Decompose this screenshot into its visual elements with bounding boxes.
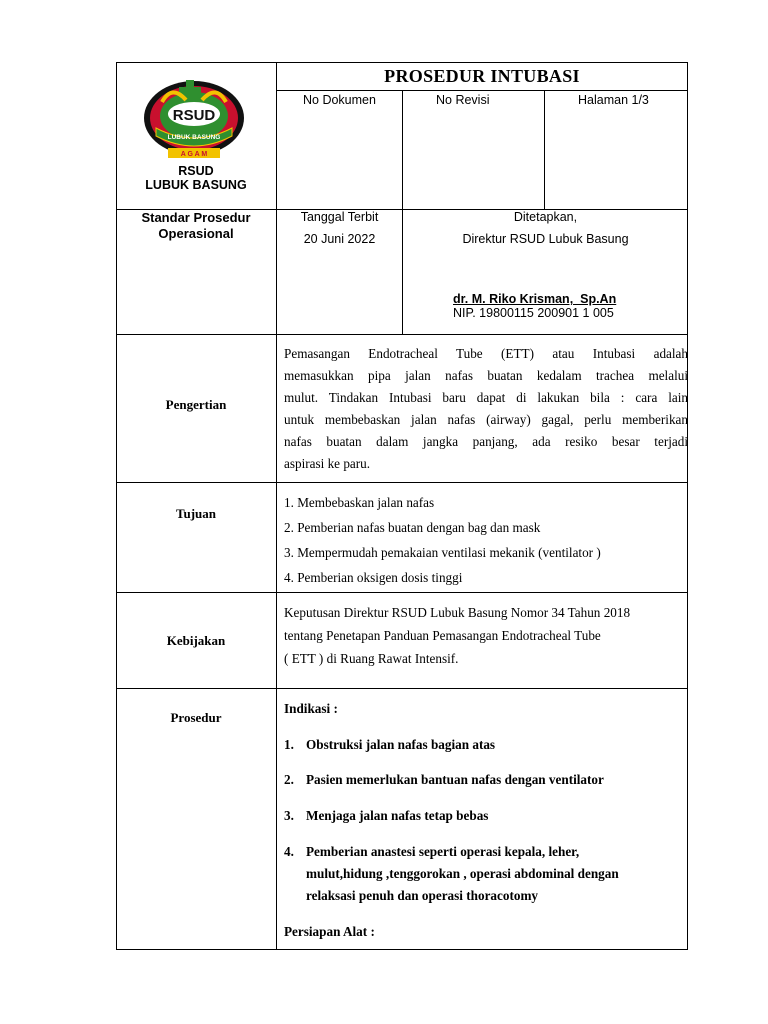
tujuan-item: 3. Mempermudah pemakaian ventilasi mekanik (ventilator ) [284, 545, 601, 560]
indikasi-text: Pasien memerlukan bantuan nafas dengan ventilator [306, 772, 604, 787]
border-right [687, 62, 688, 950]
indikasi-number: 2. [284, 772, 294, 787]
tanggal-terbit-value: 20 Juni 2022 [303, 232, 376, 246]
hospital-logo [142, 76, 246, 162]
row-line-4 [116, 592, 688, 593]
title-underline [276, 90, 688, 91]
kebijakan-line: tentang Penetapan Panduan Pemasangan Endotracheal Tube [284, 628, 601, 643]
indikasi-text: Menjaga jalan nafas tetap bebas [306, 808, 489, 823]
pengertian-text [284, 343, 688, 475]
kebijakan-label: Kebijakan [166, 633, 226, 648]
border-top [116, 62, 688, 63]
row-line-5 [116, 688, 688, 689]
pengertian-line: memasukkan pipa jalan nafas buatan kedalam trachea melalui [284, 368, 688, 383]
no-revisi-label: No Revisi [436, 93, 490, 107]
tujuan-item: 1. Membebaskan jalan nafas [284, 495, 435, 510]
header-divider-2 [544, 90, 545, 209]
sop-document [116, 62, 688, 950]
tanggal-terbit-label: Tanggal Terbit [300, 210, 379, 224]
direktur-text: Direktur RSUD Lubuk Basung [462, 232, 629, 246]
tujuan-label: Tujuan [176, 506, 216, 521]
document-title: PROSEDUR INTUBASI [384, 66, 580, 86]
indikasi-item [284, 772, 604, 788]
pengertian-line: nafas buatan dalam jangka panjang, ada resiko besar terjadi [284, 434, 688, 449]
halaman-label: Halaman 1/3 [578, 93, 649, 107]
indikasi-heading: Indikasi : [284, 701, 338, 716]
indikasi-item-continued: mulut,hidung ,tenggorokan , operasi abdominal dengan [306, 866, 619, 881]
signer-nip: NIP. 19800115 200901 1 005 [453, 306, 614, 320]
ditetapkan-text: Ditetapkan, [513, 210, 578, 224]
column-divider [276, 62, 277, 950]
signer-name: dr. M. Riko Krisman, Sp.An [453, 292, 617, 306]
logo-caption-lubuk-basung: LUBUK BASUNG [145, 178, 247, 192]
border-bottom [116, 949, 688, 950]
logo-ribbon-text: LUBUK BASUNG [167, 134, 221, 141]
tujuan-item: 2. Pemberian nafas buatan dengan bag dan mask [284, 520, 541, 535]
indikasi-number: 1. [284, 737, 294, 752]
pengertian-line: untuk membebaskan jalan nafas (airway) gagal, perlu memberikan [284, 412, 688, 427]
pengertian-line: aspirasi ke paru. [284, 456, 371, 471]
row-line-3 [116, 482, 688, 483]
logo-caption-rsud: RSUD [178, 164, 214, 178]
indikasi-item [284, 737, 495, 753]
logo-bottom-text: A G A M [180, 151, 208, 158]
sop-label-line2: Operasional [158, 226, 234, 241]
persiapan-alat-heading: Persiapan Alat : [284, 924, 375, 939]
indikasi-text: Pemberian anastesi seperti operasi kepala, leher, [306, 844, 580, 859]
sop-label-line1: Standar Prosedur [141, 210, 251, 225]
indikasi-number: 3. [284, 808, 294, 823]
no-dokumen-label: No Dokumen [303, 93, 376, 107]
indikasi-number: 4. [284, 844, 294, 859]
indikasi-item-continued: relaksasi penuh dan operasi thoracotomy [306, 888, 539, 903]
kebijakan-line: ( ETT ) di Ruang Rawat Intensif. [284, 651, 459, 666]
logo-badge-text: RSUD [172, 107, 216, 124]
tujuan-item: 4. Pemberian oksigen dosis tinggi [284, 570, 463, 585]
indikasi-item [284, 844, 579, 860]
rsud-emblem-icon [142, 76, 246, 162]
pengertian-line: mulut. Tindakan Intubasi baru dapat di lakukan bila : cara lain [284, 390, 688, 405]
indikasi-text: Obstruksi jalan nafas bagian atas [306, 737, 496, 752]
indikasi-item [284, 808, 488, 824]
pengertian-label: Pengertian [165, 397, 227, 412]
kebijakan-line: Keputusan Direktur RSUD Lubuk Basung Nomor 34 Tahun 2018 [284, 605, 631, 620]
prosedur-label: Prosedur [170, 710, 222, 725]
pengertian-line: Pemasangan Endotracheal Tube (ETT) atau Intubasi adalah [284, 346, 688, 361]
row-line-2 [116, 334, 688, 335]
